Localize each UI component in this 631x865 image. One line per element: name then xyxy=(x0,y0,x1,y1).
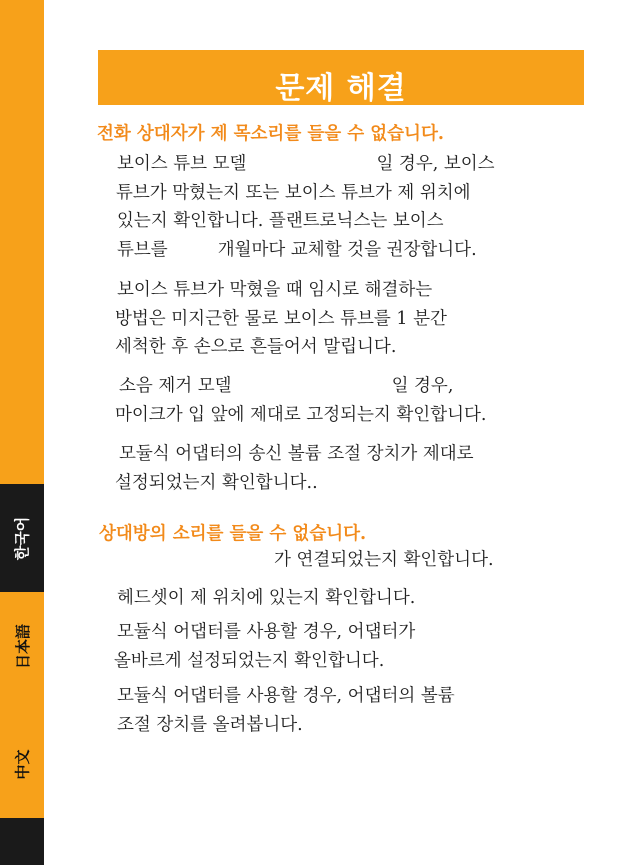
language-tab-strip xyxy=(0,0,44,865)
tab-japanese[interactable] xyxy=(0,596,44,696)
tab-korean[interactable] xyxy=(0,484,44,592)
section2-heading: 상대방의 소리를 들을 수 없습니다. xyxy=(99,524,367,544)
s1p2-line3: 세척한 후 손으로 흔들어서 말립니다. xyxy=(115,337,397,357)
s1p3-line1a: 소음 제거 모델 xyxy=(119,376,232,396)
s2p3-line1: 모듈식 어댑터를 사용할 경우, 어댑터가 xyxy=(117,622,416,642)
section1-paragraph-1 xyxy=(117,150,495,264)
section1-heading: 전화 상대자가 제 목소리를 들을 수 없습니다. xyxy=(97,124,444,144)
section2-paragraph-3 xyxy=(114,618,416,675)
tab-korean-label: 한국어 xyxy=(13,516,32,560)
tab-chinese-label: 中文 xyxy=(13,748,32,780)
s1p2-line1: 보이스 튜브가 막혔을 때 임시로 해결하는 xyxy=(117,280,433,300)
section2-paragraph-4 xyxy=(117,682,455,739)
s1p4-line2: 설정되었는지 확인합니다.. xyxy=(115,472,318,493)
s1p1-line4b: 개월마다 교체할 것을 권장합니다. xyxy=(217,239,477,260)
section1-paragraph-3 xyxy=(115,372,487,429)
side-bottom-block xyxy=(0,818,44,865)
s2p4-line1: 모듈식 어댑터를 사용할 경우, 어댑터의 볼륨 xyxy=(117,686,455,706)
s2p1-text: 가 연결되었는지 확인합니다. xyxy=(274,550,494,570)
s1p3-line1b: 일 경우, xyxy=(391,376,454,396)
s1p3-line2: 마이크가 입 앞에 제대로 고정되는지 확인합니다. xyxy=(115,404,487,425)
s1p1-line3: 있는지 확인합니다. 플랜트로닉스는 보이스 xyxy=(117,211,444,231)
s1p1-line4a: 튜브를 xyxy=(117,239,168,260)
section1-paragraph-4 xyxy=(115,440,474,497)
section2-paragraph-1 xyxy=(274,546,494,575)
s2p3-line2: 올바르게 설정되었는지 확인합니다. xyxy=(114,650,385,671)
section2-paragraph-2 xyxy=(117,584,415,613)
tab-chinese[interactable] xyxy=(0,714,44,814)
s2p4-line2: 조절 장치를 올려봅니다. xyxy=(117,714,303,735)
s1p1-line2: 튜브가 막혔는지 또는 보이스 튜브가 제 위치에 xyxy=(116,182,471,203)
s2p2-text: 헤드셋이 제 위치에 있는지 확인합니다. xyxy=(117,588,416,608)
section1-paragraph-2 xyxy=(117,276,447,362)
s1p1-line1b: 일 경우, 보이스 xyxy=(376,154,495,174)
s1p1-line1a: 보이스 튜브 모델 xyxy=(117,154,247,174)
s1p4-line1: 모듈식 어댑터의 송신 볼륨 조절 장치가 제대로 xyxy=(119,444,474,464)
tab-japanese-label: 日本語 xyxy=(13,623,32,669)
s1p2-line2: 방법은 미지근한 물로 보이스 튜브를 1 분간 xyxy=(115,308,447,329)
page-title: 문제 해결 xyxy=(275,71,407,106)
